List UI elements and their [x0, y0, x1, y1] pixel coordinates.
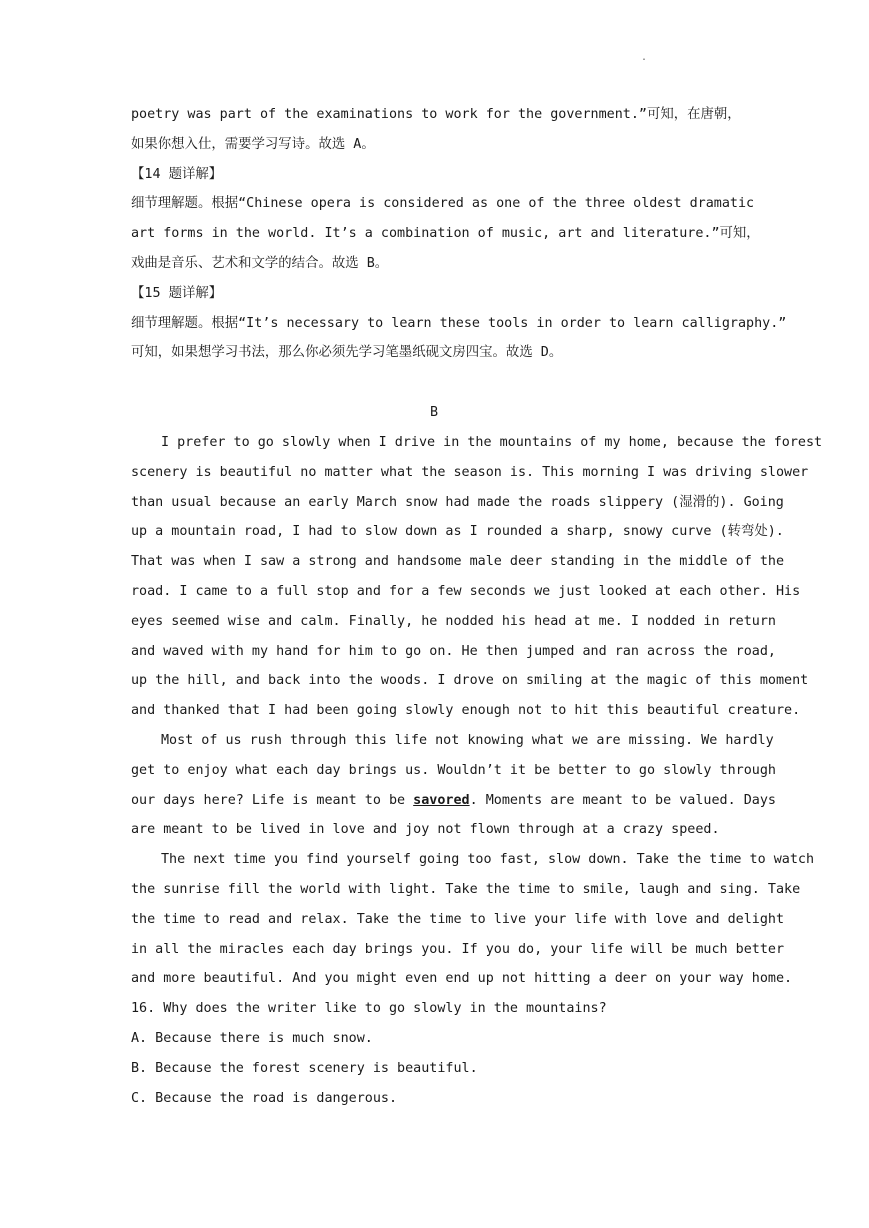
- answer-line: art forms in the world. It’s a combination of music, art and literature.”可知，: [131, 226, 760, 242]
- question-option-b: B. Because the forest scenery is beautiful.: [131, 1060, 478, 1076]
- paragraph-line: The next time you find yourself going too fast, slow down. Take the time to watch: [161, 852, 815, 868]
- passage-paragraph-1: [131, 428, 823, 726]
- question-stem: 16. Why does the writer like to go slowly in the mountains?: [131, 1001, 607, 1017]
- paragraph-line: are meant to be lived in love and joy not flown through at a crazy speed.: [131, 822, 720, 838]
- paragraph-line: get to enjoy what each day brings us. Wouldn’t it be better to go slowly through: [131, 762, 776, 778]
- paragraph-line: the sunrise fill the world with light. Take the time to smile, laugh and sing. Take: [131, 881, 801, 897]
- answer-line: poetry was part of the examinations to work for the government.”可知，在唐朝，: [131, 107, 741, 122]
- paragraph-line: Most of us rush through this life not knowing what we are missing. We hardly: [161, 732, 774, 748]
- underlined-word: savored: [413, 792, 470, 808]
- q15-heading: 【15 题详解】: [131, 285, 223, 301]
- paragraph-line: and thanked that I had been going slowly enough not to hit this beautiful creature.: [131, 703, 801, 719]
- text-fragment: our days here? Life is meant to be: [131, 792, 414, 808]
- answer-line: 可知，如果想学习书法，那么你必须先学习笔墨纸砚文房四宝。故选 D。: [131, 345, 563, 361]
- answer-line: 细节理解题。根据“It’s necessary to learn these tools in order to learn calligraphy.”: [131, 315, 787, 331]
- text-fragment: . Moments are meant to be valued. Days: [469, 792, 776, 808]
- paragraph-line: up the hill, and back into the woods. I drove on smiling at the magic of this moment: [131, 673, 809, 689]
- answer-line: 细节理解题。根据“Chinese opera is considered as one of the three oldest dramatic: [131, 196, 755, 212]
- paragraph-line: in all the miracles each day brings you. If you do, your life will be much better: [131, 941, 785, 957]
- passage-title: B: [429, 405, 439, 421]
- paragraph-line: I prefer to go slowly when I drive in the mountains of my home, because the forest: [161, 434, 823, 450]
- paragraph-line: and waved with my hand for him to go on. He then jumped and ran across the road,: [131, 643, 776, 659]
- q14-heading: 【14 题详解】: [131, 166, 223, 182]
- paragraph-line: eyes seemed wise and calm. Finally, he nodded his head at me. I nodded in return: [131, 613, 776, 629]
- paragraph-line: the time to read and relax. Take the time to live your life with love and delight: [131, 911, 785, 927]
- passage-paragraph-3: [131, 845, 815, 994]
- paragraph-line: than usual because an early March snow had made the roads slippery (湿滑的). Going: [131, 494, 784, 510]
- question-option-a: A. Because there is much snow.: [131, 1030, 373, 1046]
- passage-paragraph-2: [131, 726, 776, 845]
- paragraph-line: road. I came to a full stop and for a few seconds we just looked at each other. His: [131, 583, 801, 599]
- paragraph-line: up a mountain road, I had to slow down as I rounded a sharp, snowy curve (转弯处).: [131, 524, 784, 540]
- paragraph-line: [131, 786, 776, 816]
- document-body: [131, 100, 823, 1113]
- answer-line: 如果你想入仕，需要学习写诗。故选 A。: [131, 136, 375, 152]
- paragraph-line: scenery is beautiful no matter what the season is. This morning I was driving slower: [131, 464, 809, 480]
- question-option-c: C. Because the road is dangerous.: [131, 1090, 398, 1106]
- paragraph-line: and more beautiful. And you might even end up not hitting a deer on your way home.: [131, 971, 793, 987]
- header-dot: .: [641, 52, 648, 63]
- answer-line: 戏曲是音乐、艺术和文学的结合。故选 B。: [131, 255, 389, 271]
- paragraph-line: That was when I saw a strong and handsome male deer standing in the middle of the: [131, 554, 785, 570]
